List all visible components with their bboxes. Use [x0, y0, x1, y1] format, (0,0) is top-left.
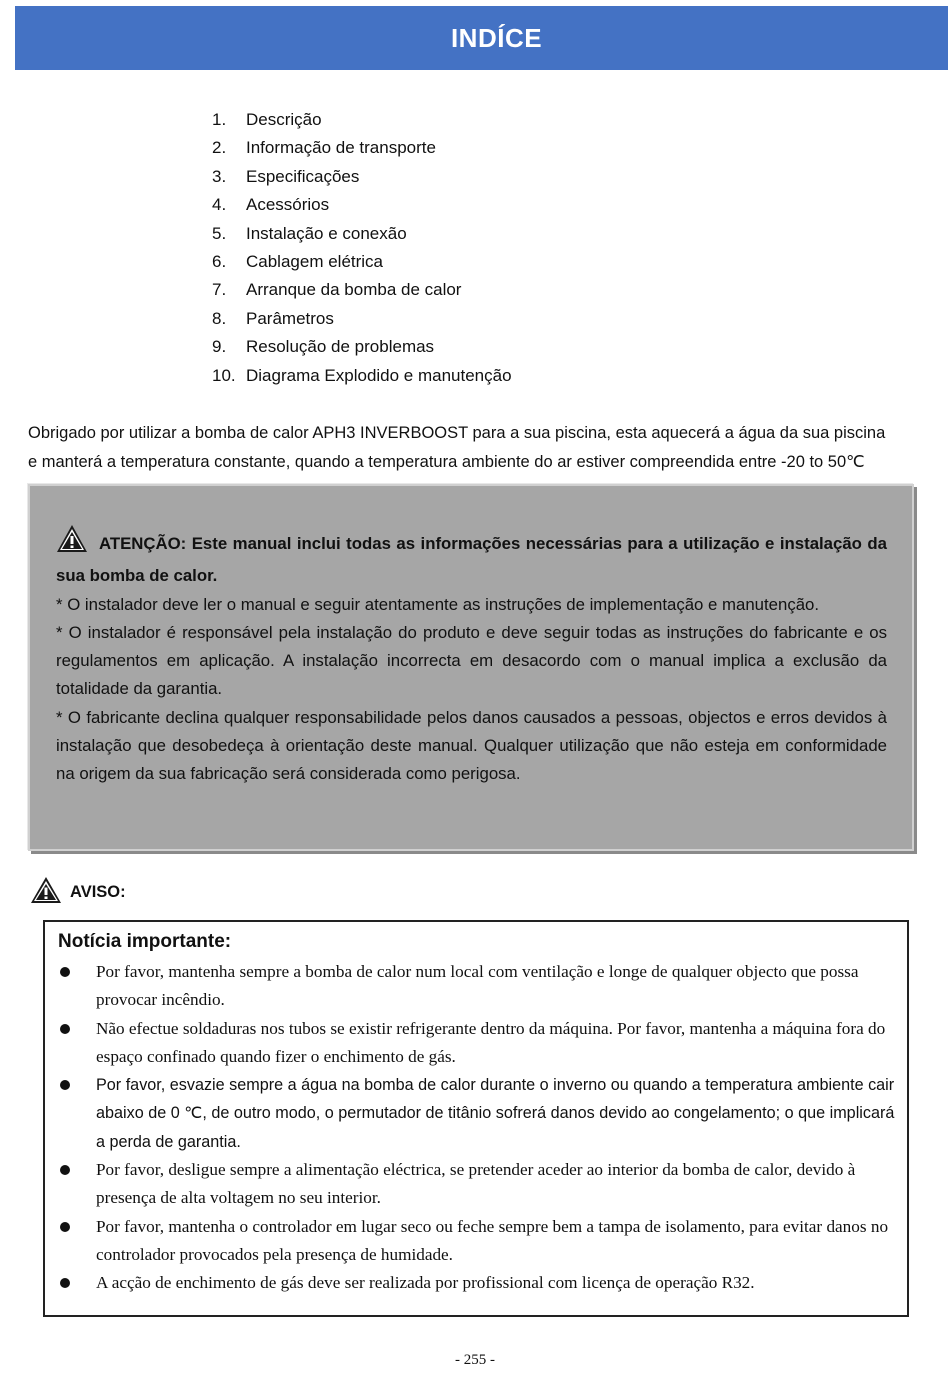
- toc-item[interactable]: [212, 220, 512, 248]
- bullet-icon: [60, 1024, 70, 1034]
- header-bar: [15, 6, 948, 70]
- notice-item-text: Por favor, esvazie sempre a água na bomba de calor durante o inverno ou quando a temperatura ambiente cair abaixo de 0 ℃, de outro modo, o permutador de titânio sofrerá danos devido ao congelamento; o que implicará a perda de garantia.: [96, 1076, 895, 1151]
- notice-item-text: Por favor, mantenha sempre a bomba de calor num local com ventilação e longe de qualquer objecto que possa provocar incêndio.: [96, 962, 859, 1010]
- toc-item-number: 1.: [212, 110, 227, 129]
- toc-item-label: Informação de transporte: [246, 138, 436, 158]
- toc-item[interactable]: [212, 276, 512, 304]
- bullet-icon: [60, 967, 70, 977]
- attention-item: * O instalador deve ler o manual e seguir atentamente as instruções de implementação e manutenção.: [56, 594, 820, 614]
- intro-paragraph: [28, 419, 938, 476]
- page-number: - 255 -: [455, 1352, 495, 1368]
- table-of-contents: [212, 106, 512, 390]
- toc-item[interactable]: [212, 362, 512, 390]
- toc-item[interactable]: [212, 134, 512, 162]
- toc-item-number: 8.: [212, 308, 227, 328]
- attention-title-line: [56, 524, 887, 591]
- toc-item-label: Resolução de problemas: [246, 337, 435, 357]
- toc-item[interactable]: [212, 191, 512, 219]
- toc-item-label: Diagrama Explodido e manutenção: [246, 365, 512, 385]
- toc-item-label: Acessórios: [246, 195, 330, 215]
- toc-item[interactable]: [212, 333, 512, 361]
- page-title: INDÍCE: [450, 22, 543, 53]
- intro-line: Obrigado por utilizar a bomba de calor APH3 INVERBOOST para a sua piscina, esta aquecerá a água da sua piscina: [28, 424, 886, 442]
- attention-title: ATENÇÃO: Este manual inclui todas as informações necessárias para a utilização e instalação da sua bomba de calor.: [56, 534, 887, 586]
- toc-item[interactable]: [212, 248, 512, 276]
- toc-item-label: Parâmetros: [246, 308, 334, 328]
- notice-list: [58, 958, 903, 1298]
- attention-content: [56, 524, 887, 789]
- notice-item-text: Não efectue soldaduras nos tubos se existir refrigerante dentro da máquina. Por favor, mantenha a máquina fora do espaço confinado quando fizer o enchimento de gás.: [96, 1018, 886, 1066]
- list-item: [58, 1071, 903, 1156]
- toc-item-number: 3.: [212, 166, 227, 186]
- toc-item-number: 9.: [212, 337, 227, 357]
- toc-item-label: Cablagem elétrica: [246, 251, 384, 271]
- intro-line: e manterá a temperatura constante, quando a temperatura ambiente do ar estiver compreendida entre -20 to 50℃: [28, 452, 865, 471]
- aviso-heading: [30, 876, 126, 909]
- bullet-icon: [60, 1278, 70, 1288]
- list-item: [58, 1213, 903, 1270]
- list-item: [58, 1015, 903, 1072]
- toc-item-number: 6.: [212, 251, 227, 271]
- toc-item-label: Arranque da bomba de calor: [246, 280, 462, 300]
- toc-item-number: 5.: [212, 223, 227, 243]
- list-item: [58, 1156, 903, 1213]
- toc-item-label: Descrição: [246, 110, 322, 129]
- notice-item-text: Por favor, mantenha o controlador em lugar seco ou feche sempre bem a tampa de isolamento, para evitar danos no controlador provocados pela presença de humidade.: [96, 1216, 889, 1264]
- toc-item-number: 4.: [212, 195, 227, 215]
- toc-item-label: Especificações: [246, 166, 360, 186]
- toc-item[interactable]: [212, 106, 512, 134]
- bullet-icon: [60, 1222, 70, 1232]
- toc-item[interactable]: [212, 305, 512, 333]
- toc-item-label: Instalação e conexão: [246, 223, 407, 243]
- notice-item-text: A acção de enchimento de gás deve ser realizada por profissional com licença de operação R32.: [96, 1273, 755, 1293]
- notice-title: Notícia importante:: [58, 931, 232, 952]
- list-item: [58, 958, 903, 1015]
- warning-icon: [56, 524, 88, 562]
- toc-item[interactable]: [212, 163, 512, 191]
- toc-item-number: 10.: [212, 365, 236, 385]
- bullet-icon: [60, 1080, 70, 1090]
- attention-item: * O instalador é responsável pela instalação do produto e deve seguir todas as instruções do fabricante e os regulamentos em aplicação. A instalação incorrecta em desacordo com o manual implica a exclusão da totalidade da garantia.: [56, 622, 887, 699]
- aviso-label: AVISO:: [70, 883, 126, 901]
- list-item: [58, 1269, 903, 1297]
- important-notice-box: [43, 920, 909, 1317]
- toc-item-number: 7.: [212, 280, 227, 300]
- attention-item: * O fabricante declina qualquer responsabilidade pelos danos causados a pessoas, objectos e erros devidos à instalação que desobedeça à orientação deste manual. Qualquer utilização que não esteja em conformidade na origem da sua fabricação será considerada como perigosa.: [56, 707, 887, 784]
- toc-item-number: 2.: [212, 138, 227, 158]
- notice-item-text: Por favor, desligue sempre a alimentação eléctrica, se pretender aceder ao interior da bomba de calor, devido à presença de alta voltagem no seu interior.: [96, 1160, 856, 1208]
- bullet-icon: [60, 1165, 70, 1175]
- warning-icon: [30, 876, 62, 909]
- attention-box: [28, 484, 914, 851]
